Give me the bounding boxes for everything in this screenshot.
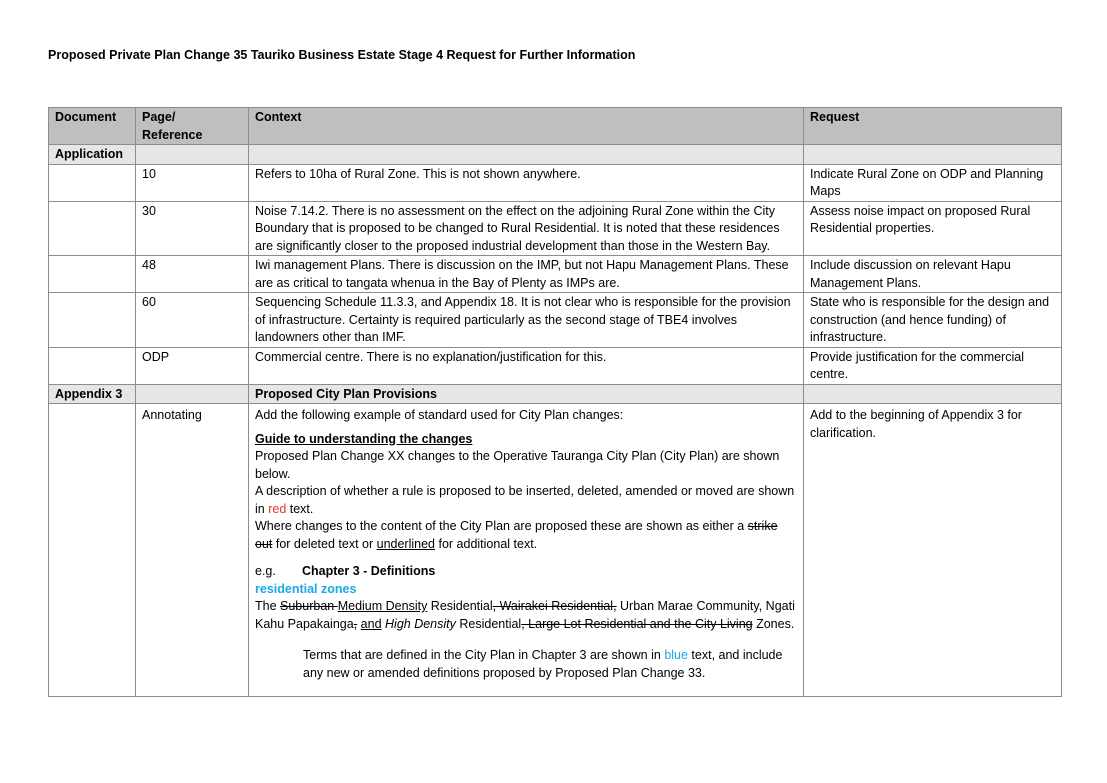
row-request: Provide justification for the commercial centre. bbox=[804, 347, 1062, 384]
row-request: Include discussion on relevant Hapu Management Plans. bbox=[804, 256, 1062, 293]
row-page: 60 bbox=[136, 293, 249, 348]
request-table bbox=[48, 107, 1062, 697]
table-row bbox=[49, 293, 1062, 348]
row-page: ODP bbox=[136, 347, 249, 384]
header-request: Request bbox=[804, 108, 1062, 145]
table-header-row bbox=[49, 108, 1062, 145]
row-page: Annotating bbox=[136, 404, 249, 697]
guide-paragraph-3: Where changes to the content of the City Plan are proposed these are shown as either a strike out for deleted text or underlined for additional text. bbox=[255, 519, 778, 551]
section-label-application: Application bbox=[49, 145, 136, 165]
row-page: 30 bbox=[136, 201, 249, 256]
section-row-appendix-3 bbox=[49, 384, 1062, 404]
table-row-annotating bbox=[49, 404, 1062, 697]
header-document: Document bbox=[49, 108, 136, 145]
row-request: Indicate Rural Zone on ODP and Planning Maps bbox=[804, 164, 1062, 201]
guide-heading: Guide to understanding the changes bbox=[255, 431, 473, 446]
section-row-application bbox=[49, 145, 1062, 165]
row-context: Sequencing Schedule 11.3.3, and Appendix 18. It is not clear who is responsible for the provision of infrastructure. Certainty is required particularly as the second stage of TBE4 involves landowners other than IMF. bbox=[249, 293, 804, 348]
table-row bbox=[49, 201, 1062, 256]
definitions-note: Terms that are defined in the City Plan in Chapter 3 are shown in blue text, and include any new or amended definitions proposed by Proposed Plan Change 33. bbox=[303, 648, 783, 680]
row-request: State who is responsible for the design and construction (and hence funding) of infrastructure. bbox=[804, 293, 1062, 348]
defined-term: residential zones bbox=[255, 581, 357, 596]
header-page-reference: Page/ Reference bbox=[136, 108, 249, 145]
annotating-intro: Add the following example of standard used for City Plan changes: bbox=[255, 408, 624, 422]
header-context: Context bbox=[249, 108, 804, 145]
annotating-context bbox=[249, 404, 804, 697]
definition-text: The Suburban Medium Density Residential, Wairakei Residential, Urban Marae Community, Ngati Kahu Papakainga, and High Density Residential, Large Lot Residential and the City Living Zones. bbox=[255, 599, 795, 631]
example-heading: e.g. Chapter 3 - Definitions bbox=[255, 564, 436, 578]
table-row bbox=[49, 164, 1062, 201]
row-request: Assess noise impact on proposed Rural Residential properties. bbox=[804, 201, 1062, 256]
row-context: Refers to 10ha of Rural Zone. This is not shown anywhere. bbox=[249, 164, 804, 201]
section-label-appendix-3: Appendix 3 bbox=[49, 384, 136, 404]
annotating-request: Add to the beginning of Appendix 3 for clarification. bbox=[804, 404, 1062, 697]
table-row bbox=[49, 347, 1062, 384]
guide-paragraph-1: Proposed Plan Change XX changes to the Operative Tauranga City Plan (City Plan) are shown below. bbox=[255, 449, 780, 481]
document-title: Proposed Private Plan Change 35 Tauriko Business Estate Stage 4 Request for Further Information bbox=[48, 48, 636, 62]
row-page: 48 bbox=[136, 256, 249, 293]
table-row bbox=[49, 256, 1062, 293]
row-context: Commercial centre. There is no explanation/justification for this. bbox=[249, 347, 804, 384]
row-page: 10 bbox=[136, 164, 249, 201]
guide-paragraph-2: A description of whether a rule is proposed to be inserted, deleted, amended or moved are shown in red text. bbox=[255, 484, 795, 516]
row-context: Noise 7.14.2. There is no assessment on the effect on the adjoining Rural Zone within the City Boundary that is proposed to be changed to Rural Residential. It is noted that these residences are significantly closer to the proposed industrial development than those in the Western Bay. bbox=[249, 201, 804, 256]
row-context: Iwi management Plans. There is discussion on the IMP, but not Hapu Management Plans. These are as critical to tangata whenua in the Bay of Plenty as IMPs are. bbox=[249, 256, 804, 293]
section-context-appendix-3: Proposed City Plan Provisions bbox=[249, 384, 804, 404]
